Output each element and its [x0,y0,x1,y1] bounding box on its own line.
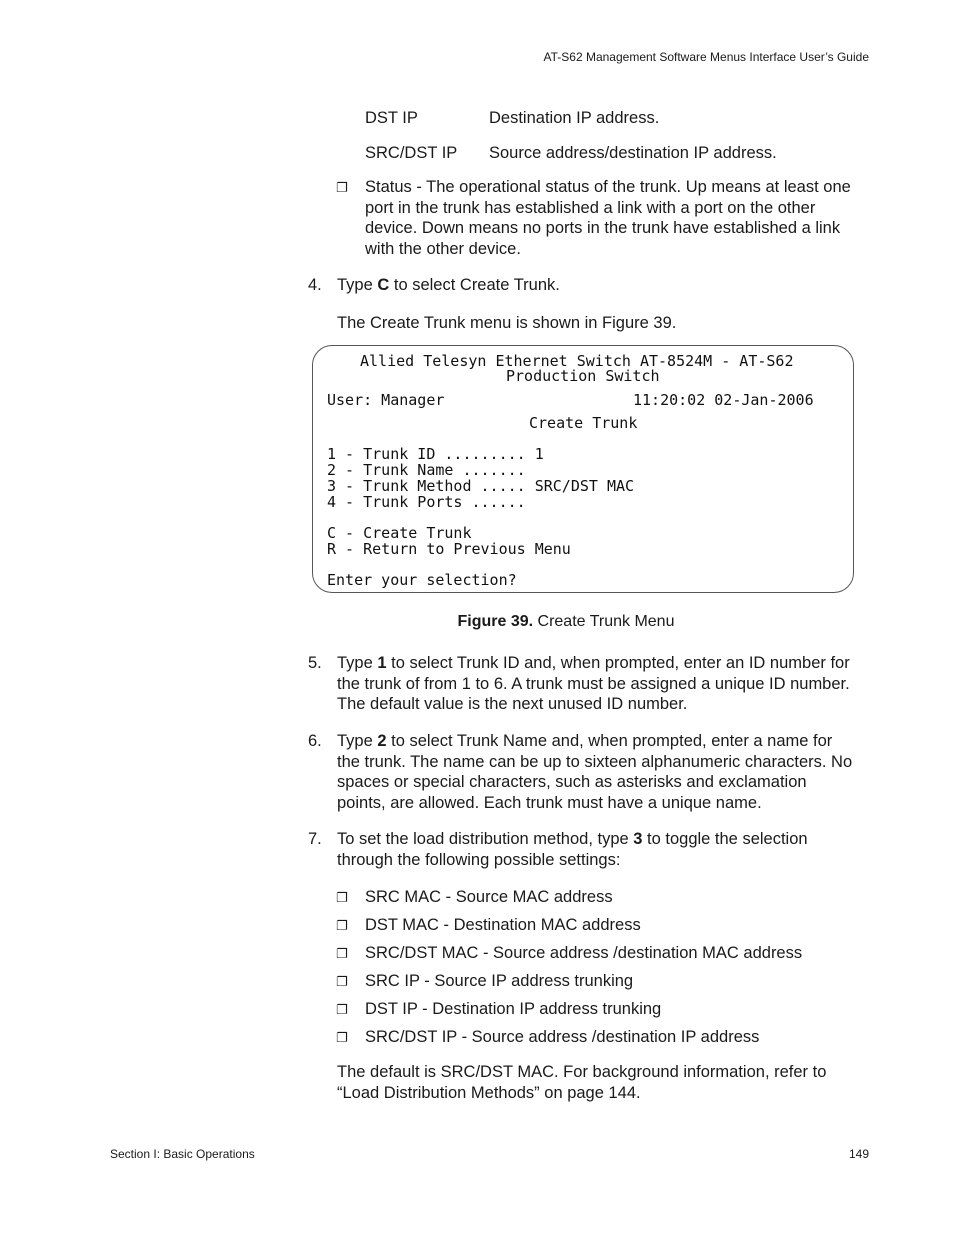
checkbox-bullet-icon: ❐ [336,946,348,961]
settings-list-item: SRC MAC - Source MAC address [365,888,613,906]
settings-list-item: DST MAC - Destination MAC address [365,916,641,934]
closing-paragraph: The default is SRC/DST MAC. For background information, refer to “Load Distribution Methods” on page 144. [337,1063,827,1102]
terminal-user: User: Manager [327,391,445,409]
checkbox-bullet-icon: ❐ [336,974,348,989]
step-number: 4. [308,276,322,294]
terminal-datetime: 11:20:02 02-Jan-2006 [633,391,814,409]
step-4-note: The Create Trunk menu is shown in Figure 39. [337,314,677,332]
step-5-text: Type 1 to select Trunk ID and, when prompted, enter an ID number for the trunk of from 1 to 6. A trunk must be assigned a unique ID number. The default value is the next unused ID number. [337,654,850,713]
definition-description: Destination IP address. [489,109,660,127]
terminal-action: R - Return to Previous Menu [327,540,571,558]
terminal-action: C - Create Trunk [327,524,472,542]
definition-term: SRC/DST IP [365,144,458,162]
checkbox-bullet-icon: ❐ [336,918,348,933]
step-number: 5. [308,654,322,672]
definition-description: Source address/destination IP address. [489,144,777,162]
step-6-text: Type 2 to select Trunk Name and, when prompted, enter a name for the trunk. The name can be up to sixteen alphanumeric characters. No spaces or special characters, such as asterisks and exclamation points, are allowed. Each trunk must have a unique name. [337,732,853,812]
settings-list-item: SRC/DST IP - Source address /destination IP address [365,1028,760,1046]
checkbox-bullet-icon: ❐ [336,1002,348,1017]
step-4-text: Type C to select Create Trunk. [337,276,560,294]
status-bullet-text: Status - The operational status of the trunk. Up means at least one port in the trunk has established a link with a port on the other device. Down means no ports in the trunk have established a link with the other device. [365,178,851,258]
terminal-menu-item: 2 - Trunk Name ....... [327,461,526,479]
terminal-title: Allied Telesyn Ethernet Switch AT-8524M - AT-S62 [360,352,794,370]
running-header: AT-S62 Management Software Menus Interface User’s Guide [543,50,869,64]
terminal-menu-item: 1 - Trunk ID ......... 1 [327,445,544,463]
page-number: 149 [848,1147,869,1161]
step-number: 7. [308,830,322,848]
footer-section: Section I: Basic Operations [110,1147,255,1161]
terminal-prompt: Enter your selection? [327,571,517,589]
step-number: 6. [308,732,322,750]
terminal-menu-title: Create Trunk [529,414,638,432]
checkbox-bullet-icon: ❐ [336,1030,348,1045]
settings-list-item: SRC/DST MAC - Source address /destination MAC address [365,944,803,962]
settings-list-item: DST IP - Destination IP address trunking [365,1000,662,1018]
terminal-subtitle: Production Switch [506,367,660,385]
definition-term: DST IP [365,109,418,127]
figure-caption: Figure 39. Create Trunk Menu [457,613,675,630]
step-7-text: To set the load distribution method, type 3 to toggle the selection through the following possible settings: [337,830,808,869]
checkbox-bullet-icon: ❐ [336,890,348,905]
terminal-menu-item: 4 - Trunk Ports ...... [327,493,526,511]
terminal-menu-item: 3 - Trunk Method ..... SRC/DST MAC [327,477,635,495]
terminal-screen [312,345,854,593]
checkbox-bullet-icon: ❐ [336,180,348,195]
settings-list-item: SRC IP - Source IP address trunking [365,972,634,990]
